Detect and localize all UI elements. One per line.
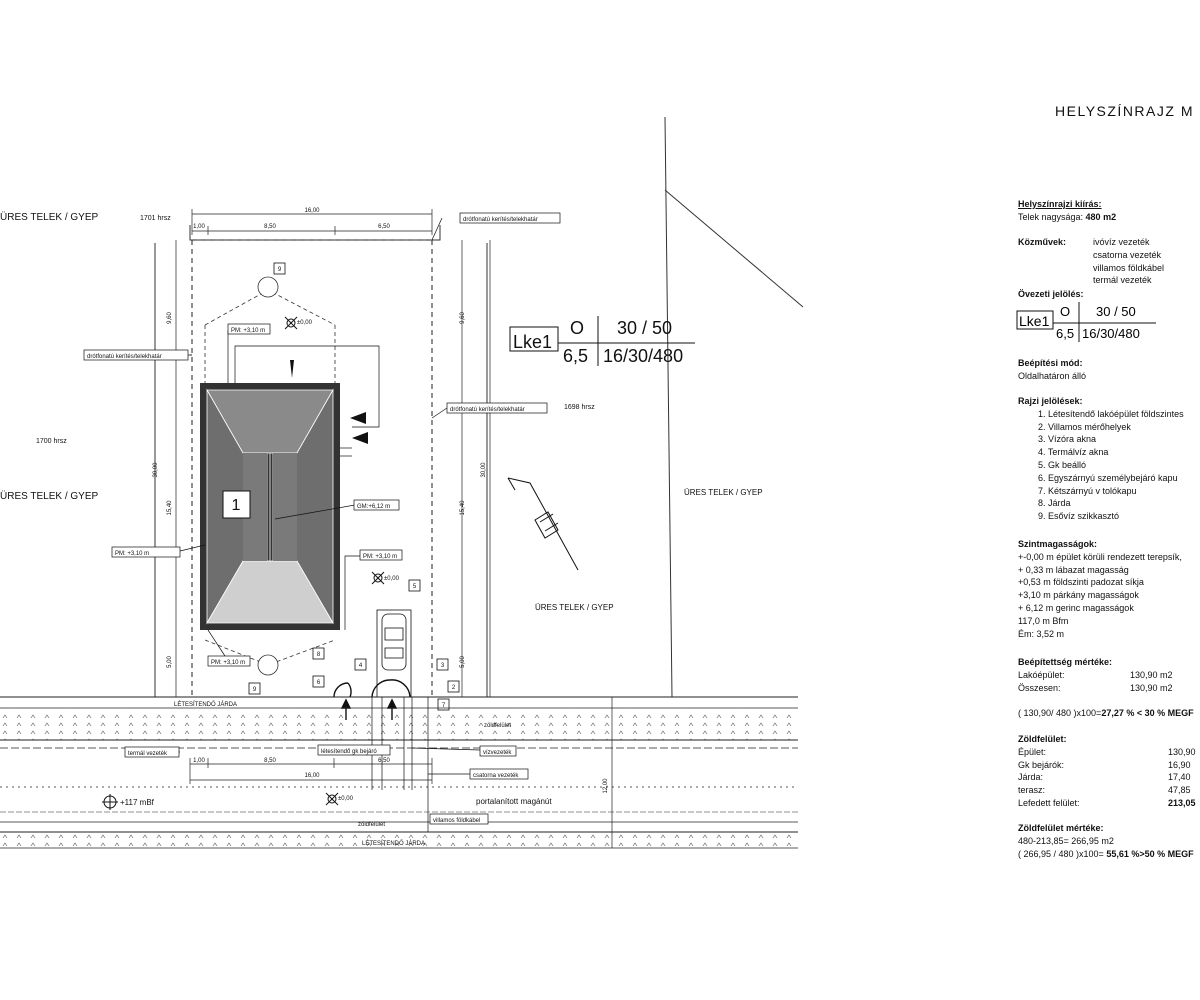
building-mode-value: Oldalhatáron álló (1018, 370, 1087, 381)
dim-depth-mid-right: 15,40 (460, 500, 466, 516)
sidewalk-top-label: LÉTESÍTENDŐ JÁRDA (174, 702, 238, 708)
legend-zone-o: O (1060, 304, 1071, 319)
dim-total-width: 16,00 (304, 208, 320, 214)
dim-depth-bottom-right: 5,00 (460, 656, 466, 668)
house-building (200, 383, 340, 630)
dim-right: 6,50 (378, 224, 390, 230)
drawing-mark-6: 6. Egyszárnyú személybejáró kapu (1038, 472, 1178, 483)
utilities-heading: Közművek: (1018, 237, 1067, 247)
pm-bottom-label: PM: +3,10 m (211, 660, 246, 666)
utilities-section (1018, 236, 1198, 287)
driveway-label: létesítendő gk bejáró (321, 749, 377, 755)
coverage-value-1: 130,90 m2 (1130, 669, 1173, 680)
drawing-mark-2: 2. Villamos mérőhelyek (1038, 421, 1131, 432)
level-line-5: + 6,12 m gerinc magasságok (1018, 602, 1134, 613)
coverage-value-2: 130,90 m2 (1130, 682, 1173, 693)
marker-8: 8 (316, 652, 321, 658)
dim-depth-mid: 15,40 (167, 500, 173, 516)
level-line-6: 117,0 m Bfm (1018, 615, 1069, 626)
site-info-heading: Helyszínrajzi kiírás: (1018, 199, 1102, 209)
legend-zone-code: Lke1 (1019, 313, 1050, 329)
soakaway-top-icon (258, 277, 278, 297)
coverage-heading: Beépítettség mértéke: (1018, 657, 1113, 667)
dim-depth-total-right: 30,00 (481, 462, 487, 478)
green-value-4: 47,85 (1168, 785, 1191, 796)
green-label-1: Épület: (1018, 746, 1047, 757)
dim-depth-bottom: 5,00 (167, 656, 173, 668)
dim-left-gap: 1,00 (193, 224, 205, 230)
parcel-1698: 1698 hrsz (564, 404, 595, 411)
marker-3: 3 (440, 663, 445, 669)
elevation-marker-bottom-icon (326, 793, 338, 805)
legend-zone-box (1016, 300, 1166, 344)
legend-zone-spec: 16/30/480 (1082, 326, 1140, 341)
building-number: 1 (231, 497, 241, 514)
marker-4: 4 (358, 663, 363, 669)
green-ratio-heading: Zöldfelület mértéke: (1018, 823, 1104, 833)
entrance-arrow-icon (290, 360, 294, 378)
coverage-calc-prefix: ( 130,90/ 480 )x100= (1018, 708, 1102, 718)
street-dim-total: 16,00 (304, 773, 320, 779)
green-value-2: 16,90 (1168, 759, 1191, 770)
level-line-1: +-0,00 m épület körüli rendezett terepsík, (1018, 551, 1182, 562)
coverage-section (1018, 656, 1200, 694)
zone-label-mid-left: ÜRES TELEK / GYEP (0, 491, 99, 502)
levels-heading: Szintmagasságok: (1018, 539, 1098, 549)
water-line-label: vízvezeték (483, 750, 512, 756)
elevation-marker-top-icon (285, 317, 297, 329)
plan-zone-o: O (570, 318, 585, 338)
zero-top-label: ±0,00 (297, 320, 312, 326)
marker-7: 7 (441, 703, 446, 709)
green-value-5: 213,05 (1168, 797, 1196, 808)
drawing-mark-1: 1. Létesítendő lakóépület földszintes (1038, 408, 1184, 419)
legend-zone-ratio: 30 / 50 (1096, 304, 1136, 319)
green-ratio-section (1018, 822, 1194, 860)
car-icon (382, 614, 406, 670)
green-value-3: 17,40 (1168, 772, 1191, 783)
coverage-label-2: Összesen: (1018, 682, 1061, 693)
dim-depth-top: 9,60 (167, 312, 173, 324)
legend-zone-height: 6,5 (1056, 326, 1075, 341)
drawing-mark-5: 5. Gk beálló (1038, 459, 1087, 470)
fence-label-top: drótfonatú kerítés/telekhatár (463, 217, 538, 223)
green-top-label: zöldfelület (484, 723, 512, 729)
levels-section (1018, 538, 1182, 640)
building-mode-heading: Beépítési mód: (1018, 358, 1083, 368)
utility-item-4: termál vezeték (1093, 275, 1152, 286)
plan-zone-ratio: 30 / 50 (617, 318, 673, 338)
thermal-line-label: termál vezeték (128, 751, 168, 757)
zoning-heading-wrap (1018, 288, 1084, 301)
drawing-mark-3: 3. Vízóra akna (1038, 434, 1097, 445)
street-dim-mid: 8,50 (264, 758, 276, 764)
green-ratio-line-2-result: 55,61 %>50 % MEGF (1106, 848, 1194, 859)
dim-depth-top-right: 9,60 (460, 312, 466, 324)
green-label-4: terasz: (1018, 785, 1046, 796)
utility-arrow-icon (350, 412, 366, 424)
pm-left-label: PM: +3,10 m (115, 551, 150, 557)
coverage-calc (1018, 707, 1194, 720)
zero-bottom-label: ±0,00 (338, 796, 353, 802)
green-label-2: Gk bejárók: (1018, 759, 1065, 770)
green-ratio-line-1: 480-213,85= 266,95 m2 (1018, 835, 1114, 846)
fence-label-right: drótfonatú kerítés/telekhatár (450, 407, 525, 413)
plan-zone-height: 6,5 (563, 346, 589, 366)
green-section (1018, 733, 1200, 810)
utility-arrow2-icon (352, 432, 368, 444)
utility-item-3: villamos földkábel (1093, 262, 1165, 273)
benchmark-level-label: +117 mBf (120, 798, 154, 807)
building-mode-section (1018, 357, 1086, 383)
level-line-7: Ém: 3,52 m (1018, 628, 1065, 639)
plot-size-value: 480 m2 (1085, 211, 1117, 222)
marker-9-top: 9 (277, 267, 282, 273)
coverage-label-1: Lakóépület: (1018, 669, 1065, 680)
drawing-marks-heading: Rajzi jelölések: (1018, 396, 1083, 406)
gm-label: GM:+6,12 m (357, 504, 391, 510)
marker-6: 6 (316, 680, 321, 686)
pm-top-label: PM: +3,10 m (231, 328, 266, 334)
dim-mid: 8,50 (264, 224, 276, 230)
road-label: portalanított magánút (476, 797, 552, 806)
soakaway-bottom-icon (258, 655, 278, 675)
parcel-1701: 1701 hrsz (140, 215, 171, 222)
electric-line-label: villamos földkábel (433, 818, 481, 824)
north-arrow-icon (508, 478, 578, 570)
drawing-marks-section (1018, 395, 1184, 523)
elevation-marker-mid-icon (372, 572, 384, 584)
sewer-line-label: csatorna vezeték (473, 773, 519, 779)
level-line-4: +3,10 m párkány magasságok (1018, 590, 1139, 601)
level-line-3: +0,53 m földszinti padozat síkja (1018, 577, 1144, 588)
sidewalk-bottom-label: LÉTESÍTENDŐ JÁRDA (362, 841, 426, 847)
marker-9-bottom: 9 (252, 687, 257, 693)
zero-mid-label: ±0,00 (384, 576, 399, 582)
dim-depth-total: 30,00 (153, 462, 159, 478)
street-area (0, 697, 798, 848)
green-ratio-line-2-prefix: ( 266,95 / 480 )x100= (1018, 848, 1107, 859)
green-heading: Zöldfelület: (1018, 734, 1067, 744)
site-info-section (1018, 198, 1116, 224)
plot-size-row (1018, 211, 1116, 224)
plan-zone-code: Lke1 (513, 332, 553, 352)
green-value-1: 130,90 (1168, 746, 1196, 757)
green-bottom-label: zöldfelület (358, 822, 386, 828)
street-dim-right: 6,50 (378, 758, 390, 764)
zone-label-right-top: ÜRES TELEK / GYEP (684, 488, 763, 497)
zone-label-top-left: ÜRES TELEK / GYEP (0, 212, 99, 223)
utility-item-2: csatorna vezeték (1093, 249, 1162, 260)
zoning-heading: Övezeti jelölés: (1018, 289, 1084, 299)
drawing-mark-4: 4. Termálvíz akna (1038, 447, 1109, 458)
level-line-2: + 0,33 m lábazat magasság (1018, 564, 1129, 575)
drawing-mark-9: 9. Esővíz szikkasztó (1038, 511, 1120, 522)
drawing-mark-8: 8. Járda (1038, 498, 1071, 509)
fence-label-left: drótfonatú kerítés/telekhatár (87, 354, 162, 360)
street-dim-left-gap: 1,00 (193, 758, 205, 764)
parcel-1700: 1700 hrsz (36, 438, 67, 445)
zone-label-right-bottom: ÜRES TELEK / GYEP (535, 603, 614, 612)
utility-item-1: ivóvíz vezeték (1093, 237, 1150, 247)
green-label-3: Járda: (1018, 772, 1044, 783)
pm-right-label: PM: +3,10 m (363, 554, 398, 560)
street-width: 12,00 (603, 778, 609, 794)
marker-5: 5 (412, 584, 417, 590)
green-label-5: Lefedett felület: (1018, 797, 1080, 808)
benchmark-icon (102, 794, 118, 810)
page-title: HELYSZÍNRAJZ M (1055, 103, 1194, 119)
plot-size-label: Telek nagysága: (1018, 211, 1086, 222)
drawing-mark-7: 7. Kétszárnyú v tolókapu (1038, 485, 1137, 496)
marker-2: 2 (451, 685, 456, 691)
plan-zone-spec: 16/30/480 (603, 346, 684, 366)
coverage-calc-result: 27,27 % < 30 % MEGF (1101, 708, 1194, 718)
